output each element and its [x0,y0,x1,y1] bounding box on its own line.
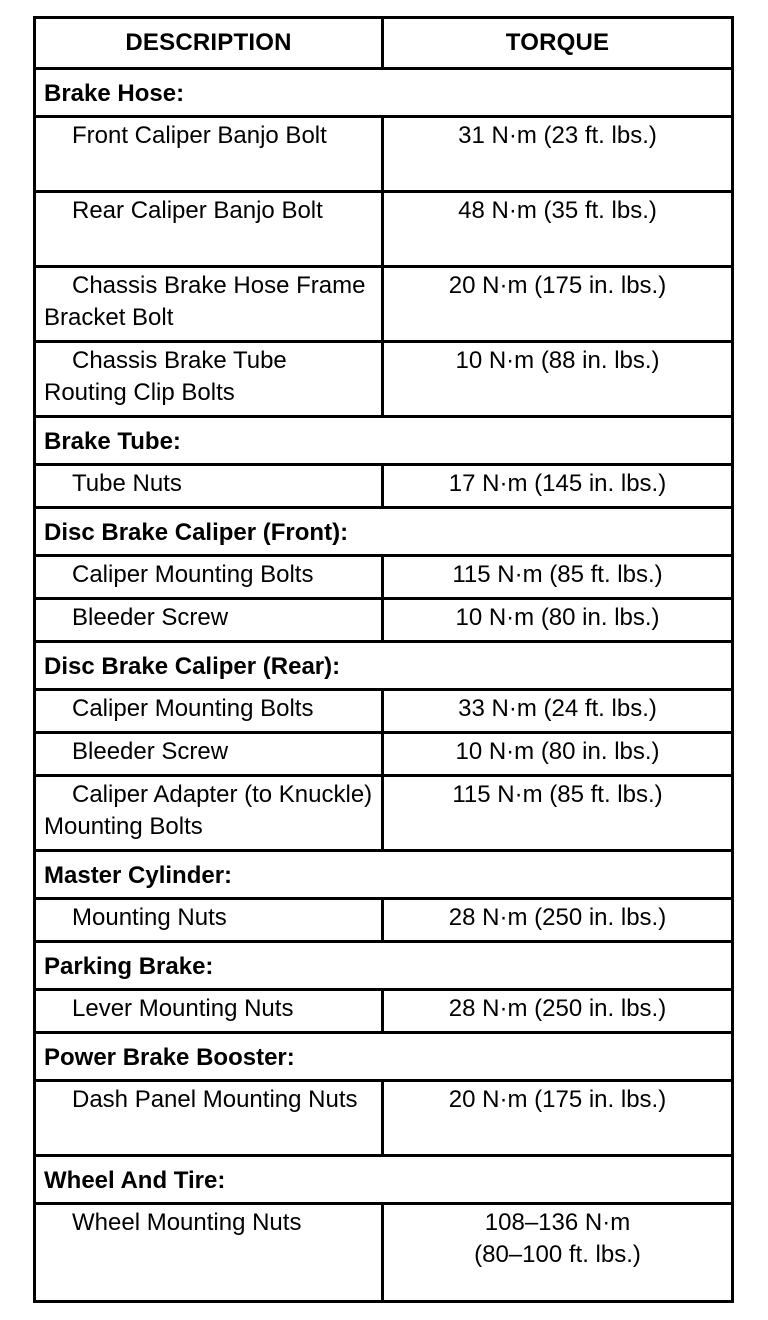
table-row [35,899,733,942]
section-row [35,1156,733,1204]
section-row [35,642,733,690]
description-cell: Rear Caliper Banjo Bolt [35,192,383,267]
table-row [35,733,733,776]
torque-cell: 20 N·m (175 in. lbs.) [383,1081,733,1156]
section-heading: Brake Hose: [35,69,733,117]
torque-spec-table [33,16,734,1303]
description-cell: Caliper Adapter (to Knuckle) Mounting Bolts [35,776,383,851]
torque-cell: 115 N·m (85 ft. lbs.) [383,776,733,851]
table-row [35,1081,733,1156]
description-cell: Lever Mounting Nuts [35,990,383,1033]
description-cell: Tube Nuts [35,465,383,508]
torque-cell [383,1204,733,1302]
table-row [35,1204,733,1302]
section-row [35,1033,733,1081]
description-cell: Mounting Nuts [35,899,383,942]
torque-cell: 33 N·m (24 ft. lbs.) [383,690,733,733]
torque-cell: 10 N·m (80 in. lbs.) [383,599,733,642]
torque-cell: 17 N·m (145 in. lbs.) [383,465,733,508]
description-cell: Bleeder Screw [35,599,383,642]
section-row [35,508,733,556]
table-row [35,192,733,267]
description-cell: Dash Panel Mounting Nuts [35,1081,383,1156]
torque-cell: 10 N·m (80 in. lbs.) [383,733,733,776]
torque-cell: 48 N·m (35 ft. lbs.) [383,192,733,267]
torque-cell: 28 N·m (250 in. lbs.) [383,899,733,942]
table-row [35,776,733,851]
table-row [35,342,733,417]
torque-cell: 31 N·m (23 ft. lbs.) [383,117,733,192]
description-cell: Bleeder Screw [35,733,383,776]
torque-line: (80–100 ft. lbs.) [474,1241,641,1268]
torque-line: 108–136 N·m [484,1209,631,1236]
section-heading: Parking Brake: [35,942,733,990]
column-header-description: DESCRIPTION [35,18,383,69]
section-row [35,69,733,117]
table-row [35,690,733,733]
header-row [35,18,733,69]
section-row [35,942,733,990]
section-heading: Brake Tube: [35,417,733,465]
table-row [35,556,733,599]
description-cell: Chassis Brake Hose Frame Bracket Bolt [35,267,383,342]
torque-cell: 20 N·m (175 in. lbs.) [383,267,733,342]
table-row [35,117,733,192]
section-row [35,417,733,465]
description-cell: Caliper Mounting Bolts [35,690,383,733]
description-cell: Chassis Brake Tube Routing Clip Bolts [35,342,383,417]
table-row [35,267,733,342]
torque-cell: 28 N·m (250 in. lbs.) [383,990,733,1033]
section-heading: Disc Brake Caliper (Rear): [35,642,733,690]
section-heading: Wheel And Tire: [35,1156,733,1204]
description-cell: Front Caliper Banjo Bolt [35,117,383,192]
table-row [35,465,733,508]
table-row [35,990,733,1033]
section-heading: Disc Brake Caliper (Front): [35,508,733,556]
description-cell: Caliper Mounting Bolts [35,556,383,599]
torque-cell: 115 N·m (85 ft. lbs.) [383,556,733,599]
description-cell: Wheel Mounting Nuts [35,1204,383,1302]
section-row [35,851,733,899]
torque-cell: 10 N·m (88 in. lbs.) [383,342,733,417]
table-row [35,599,733,642]
column-header-torque: TORQUE [383,18,733,69]
section-heading: Power Brake Booster: [35,1033,733,1081]
section-heading: Master Cylinder: [35,851,733,899]
